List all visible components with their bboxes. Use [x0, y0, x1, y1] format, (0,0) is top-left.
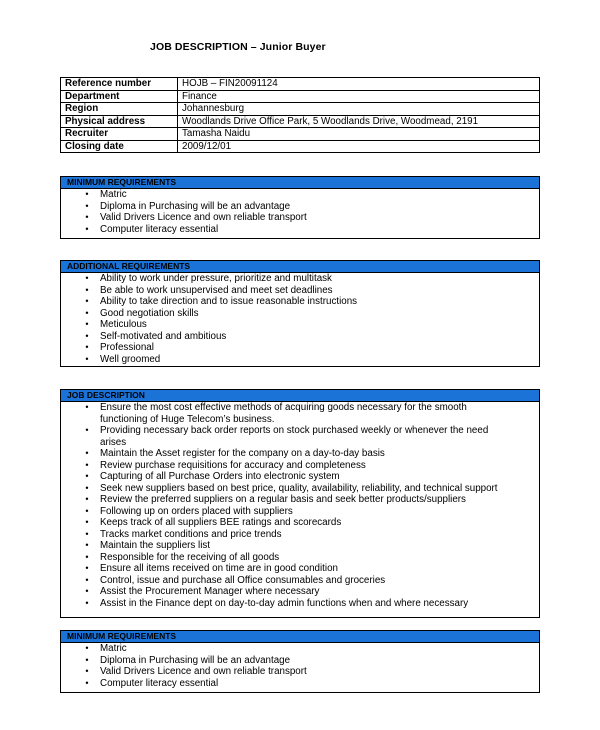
bullet: •	[85, 200, 89, 211]
list-item	[61, 517, 539, 529]
page-title: JOB DESCRIPTION – Junior Buyer	[150, 41, 326, 53]
list-item-text: Assist the Procurement Manager where necessary	[100, 586, 320, 597]
list-item	[61, 552, 539, 564]
list-item-text: Review purchase requisitions for accuracy and completeness	[100, 459, 366, 471]
list-item	[61, 483, 539, 495]
bullet: •	[85, 654, 89, 665]
bullet: •	[85, 505, 89, 516]
list-item	[61, 224, 539, 236]
list-item	[61, 655, 539, 667]
bullet: •	[85, 597, 89, 608]
requirements-list	[61, 189, 539, 235]
job-description-section	[60, 389, 540, 618]
list-item	[61, 189, 539, 201]
additional-requirements-section	[60, 260, 540, 367]
bullet: •	[85, 666, 89, 676]
list-item-text: Ability to take direction and to issue reasonable instructions	[100, 296, 358, 307]
list-item	[61, 471, 539, 483]
bullet: •	[85, 563, 89, 573]
bullet: •	[85, 307, 89, 318]
list-item-text: Computer literacy essential	[100, 677, 219, 689]
list-item	[61, 529, 539, 541]
list-item-text: Matric	[100, 643, 127, 654]
section-heading: MINIMUM REQUIREMENTS	[61, 631, 539, 643]
list-item	[61, 540, 539, 552]
list-item-text: Control, issue and purchase all Office consumables and groceries	[100, 574, 386, 586]
list-item	[61, 494, 539, 506]
list-item-text: Maintain the suppliers list	[100, 540, 210, 551]
bullet: •	[85, 342, 89, 352]
bullet: •	[85, 425, 89, 435]
list-item-text: Responsible for the receiving of all goods	[100, 551, 280, 563]
list-item-text: Review the preferred suppliers on a regular basis and seek better products/suppliers	[100, 494, 466, 505]
section-heading: ADDITIONAL REQUIREMENTS	[61, 261, 539, 273]
bullet: •	[85, 459, 89, 470]
info-key: Recruiter	[61, 128, 178, 141]
list-item-text: Be able to work unsupervised and meet set deadlines	[100, 284, 333, 296]
list-item-text: Matric	[100, 189, 127, 200]
list-item	[61, 308, 539, 320]
list-item-text: Capturing of all Purchase Orders into electronic system	[100, 471, 340, 482]
list-item-text: Valid Drivers Licence and own reliable transport	[100, 666, 307, 677]
info-key: Closing date	[61, 140, 178, 153]
bullet: •	[85, 330, 89, 341]
bullet: •	[85, 551, 89, 562]
table-row	[61, 103, 540, 116]
bullet: •	[85, 677, 89, 688]
list-item	[61, 643, 539, 655]
list-item-text: Ensure the most cost effective methods of acquiring goods necessary for the smooth functioning of Huge Telecom’s business.	[100, 402, 467, 425]
list-item	[61, 354, 539, 366]
list-item	[61, 331, 539, 343]
bullet: •	[85, 296, 89, 306]
duties-list	[61, 402, 539, 609]
table-row	[61, 90, 540, 103]
table-row	[61, 140, 540, 153]
bullet: •	[85, 353, 89, 364]
list-item	[61, 563, 539, 575]
bullet: •	[85, 471, 89, 481]
info-value: Finance	[178, 90, 540, 103]
list-item	[61, 666, 539, 678]
table-row	[61, 115, 540, 128]
bullet: •	[85, 540, 89, 550]
list-item-text: Diploma in Purchasing will be an advantage	[100, 200, 291, 212]
section-heading: MINIMUM REQUIREMENTS	[61, 177, 539, 189]
list-item-text: Ability to work under pressure, prioritize and multitask	[100, 273, 332, 284]
bullet: •	[85, 212, 89, 222]
bullet: •	[85, 319, 89, 329]
list-item-text: Well groomed	[100, 353, 161, 365]
requirements-list	[61, 643, 539, 689]
bullet: •	[85, 402, 89, 412]
bullet: •	[85, 574, 89, 585]
list-item	[61, 425, 539, 448]
list-item-text: Professional	[100, 342, 154, 353]
list-item	[61, 448, 539, 460]
bullet: •	[85, 528, 89, 539]
info-value: HOJB – FIN20091124	[178, 78, 540, 91]
info-key: Reference number	[61, 78, 178, 91]
info-value: Woodlands Drive Office Park, 5 Woodlands Drive, Woodmead, 2191	[178, 115, 540, 128]
list-item-text: Keeps track of all suppliers BEE ratings and scorecards	[100, 517, 342, 528]
list-item-text: Tracks market conditions and price trends	[100, 528, 282, 540]
info-value: 2009/12/01	[178, 140, 540, 153]
list-item-text: Providing necessary back order reports on stock purchased weekly or whenever the need arises	[100, 425, 489, 448]
list-item	[61, 212, 539, 224]
list-item	[61, 598, 539, 610]
list-item	[61, 273, 539, 285]
list-item-text: Following up on orders placed with suppliers	[100, 505, 293, 517]
list-item	[61, 506, 539, 518]
list-item	[61, 285, 539, 297]
minimum-requirements-section	[60, 176, 540, 239]
section-heading: JOB DESCRIPTION	[61, 390, 539, 402]
list-item-text: Maintain the Asset register for the company on a day-to-day basis	[100, 448, 385, 459]
bullet: •	[85, 448, 89, 458]
minimum-requirements-section-2	[60, 630, 540, 693]
list-item	[61, 402, 539, 425]
table-row	[61, 128, 540, 141]
table-row	[61, 78, 540, 91]
list-item	[61, 678, 539, 690]
bullet: •	[85, 189, 89, 199]
bullet: •	[85, 494, 89, 504]
info-key: Department	[61, 90, 178, 103]
bullet: •	[85, 643, 89, 653]
list-item	[61, 342, 539, 354]
bullet: •	[85, 482, 89, 493]
list-item-text: Ensure all items received on time are in good condition	[100, 563, 338, 574]
requirements-list	[61, 273, 539, 365]
bullet: •	[85, 517, 89, 527]
list-item-text: Assist in the Finance dept on day-to-day admin functions when and where necessary	[100, 597, 469, 609]
list-item	[61, 586, 539, 598]
list-item	[61, 460, 539, 472]
list-item	[61, 575, 539, 587]
list-item-text: Self-motivated and ambitious	[100, 330, 227, 342]
list-item-text: Good negotiation skills	[100, 307, 199, 319]
list-item-text: Meticulous	[100, 319, 147, 330]
info-value: Johannesburg	[178, 103, 540, 116]
info-key: Region	[61, 103, 178, 116]
info-key: Physical address	[61, 115, 178, 128]
info-value: Tamasha Naidu	[178, 128, 540, 141]
list-item-text: Valid Drivers Licence and own reliable transport	[100, 212, 307, 223]
list-item-text: Diploma in Purchasing will be an advantage	[100, 654, 291, 666]
list-item	[61, 319, 539, 331]
bullet: •	[85, 223, 89, 234]
list-item	[61, 201, 539, 213]
list-item-text: Computer literacy essential	[100, 223, 219, 235]
list-item-text: Seek new suppliers based on best price, quality, availability, reliability, and technical support	[100, 482, 498, 494]
bullet: •	[85, 273, 89, 283]
list-item	[61, 296, 539, 308]
bullet: •	[85, 284, 89, 295]
job-info-table	[60, 77, 540, 153]
bullet: •	[85, 586, 89, 596]
